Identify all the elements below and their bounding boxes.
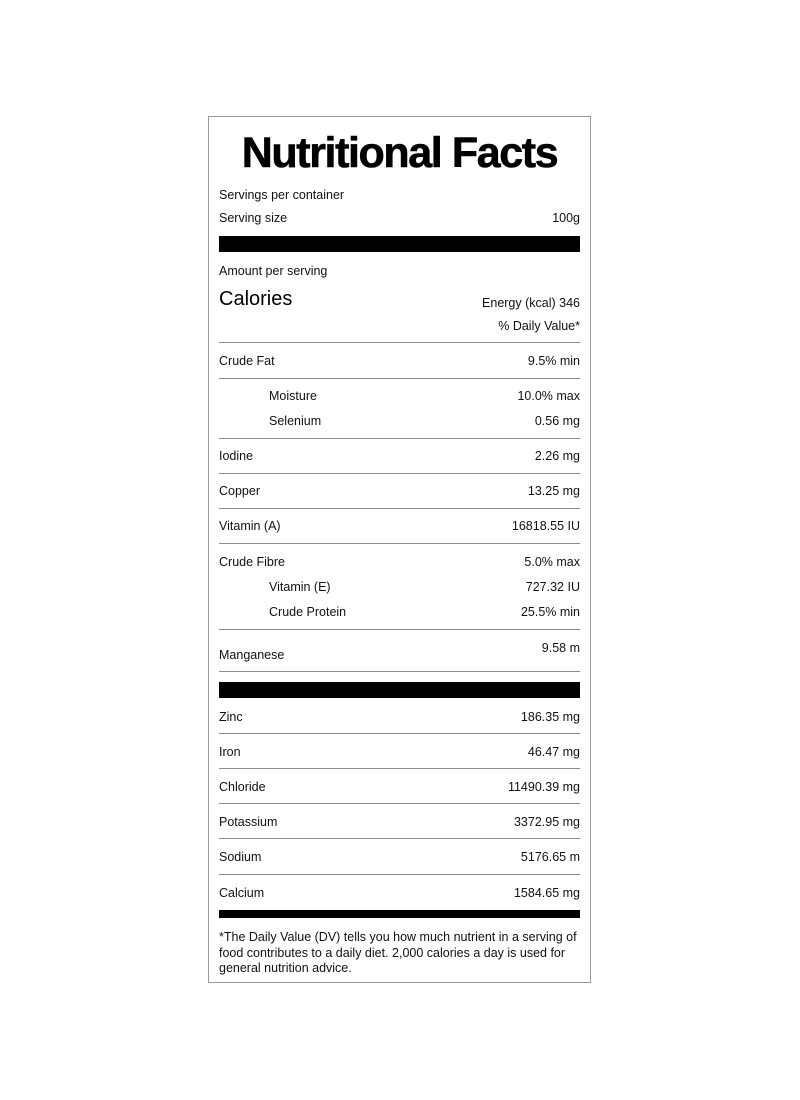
nutrient-name: Selenium [269, 414, 322, 428]
servings-per-container: Servings per container [219, 188, 345, 202]
divider [219, 629, 580, 630]
calories-label: Calories [219, 288, 293, 310]
nutrient-value: 9.58 m [541, 641, 580, 655]
divider [219, 342, 580, 343]
nutrient-value: 727.32 IU [525, 580, 580, 594]
nutrient-name: Crude Fat [219, 354, 275, 368]
divider [219, 671, 580, 672]
amount-per-serving: Amount per serving [219, 264, 328, 278]
nutrient-name: Zinc [219, 710, 243, 724]
nutrient-name: Vitamin (A) [219, 519, 281, 533]
thick-divider [219, 910, 580, 918]
thick-divider [219, 236, 580, 252]
divider [219, 378, 580, 379]
serving-size-value: 100g [552, 211, 580, 225]
nutrient-value: 10.0% max [517, 389, 580, 403]
nutrient-name: Potassium [219, 815, 278, 829]
divider [219, 438, 580, 439]
divider [219, 473, 580, 474]
serving-size-label: Serving size [219, 211, 288, 225]
nutrient-name: Crude Protein [269, 605, 347, 619]
nutrient-name: Calcium [219, 886, 265, 900]
divider [219, 543, 580, 544]
energy-value: Energy (kcal) 346 [482, 296, 580, 310]
nutrient-value: 186.35 mg [520, 710, 580, 724]
nutrient-value: 1584.65 mg [513, 886, 580, 900]
nutrient-value: 9.5% min [527, 354, 580, 368]
nutrition-label [208, 116, 591, 983]
nutrient-name: Copper [219, 484, 260, 498]
divider [219, 803, 580, 804]
nutrient-value: 46.47 mg [527, 745, 580, 759]
nutrient-value: 5.0% max [524, 555, 580, 569]
nutrient-value: 3372.95 mg [513, 815, 580, 829]
nutrient-value: 16818.55 IU [511, 519, 580, 533]
nutrient-name: Sodium [219, 850, 262, 864]
thick-divider [219, 682, 580, 698]
divider [219, 874, 580, 875]
nutrient-name: Iodine [219, 449, 254, 463]
nutrient-name: Chloride [219, 780, 266, 794]
nutrition-label-body [219, 117, 580, 982]
daily-value-footnote: *The Daily Value (DV) tells you how much nutrient in a serving of food contributes to a daily diet. 2,000 calories a day is used for general nutrition advice. [219, 930, 577, 975]
daily-value-header: % Daily Value* [498, 319, 580, 333]
nutrient-name: Moisture [269, 389, 317, 403]
divider [219, 508, 580, 509]
label-title: Nutritional Facts [241, 129, 558, 177]
divider [219, 838, 580, 839]
nutrient-value: 11490.39 mg [507, 780, 580, 794]
nutrient-value: 5176.65 m [520, 850, 580, 864]
divider [219, 733, 580, 734]
nutrient-value: 2.26 mg [534, 449, 580, 463]
nutrient-value: 25.5% min [520, 605, 580, 619]
divider [219, 768, 580, 769]
nutrient-name: Crude Fibre [219, 555, 285, 569]
nutrient-value: 13.25 mg [527, 484, 580, 498]
nutrient-value: 0.56 mg [534, 414, 580, 428]
nutrient-name: Manganese [219, 648, 285, 662]
nutrient-name: Vitamin (E) [269, 580, 331, 594]
nutrient-name: Iron [219, 745, 241, 759]
